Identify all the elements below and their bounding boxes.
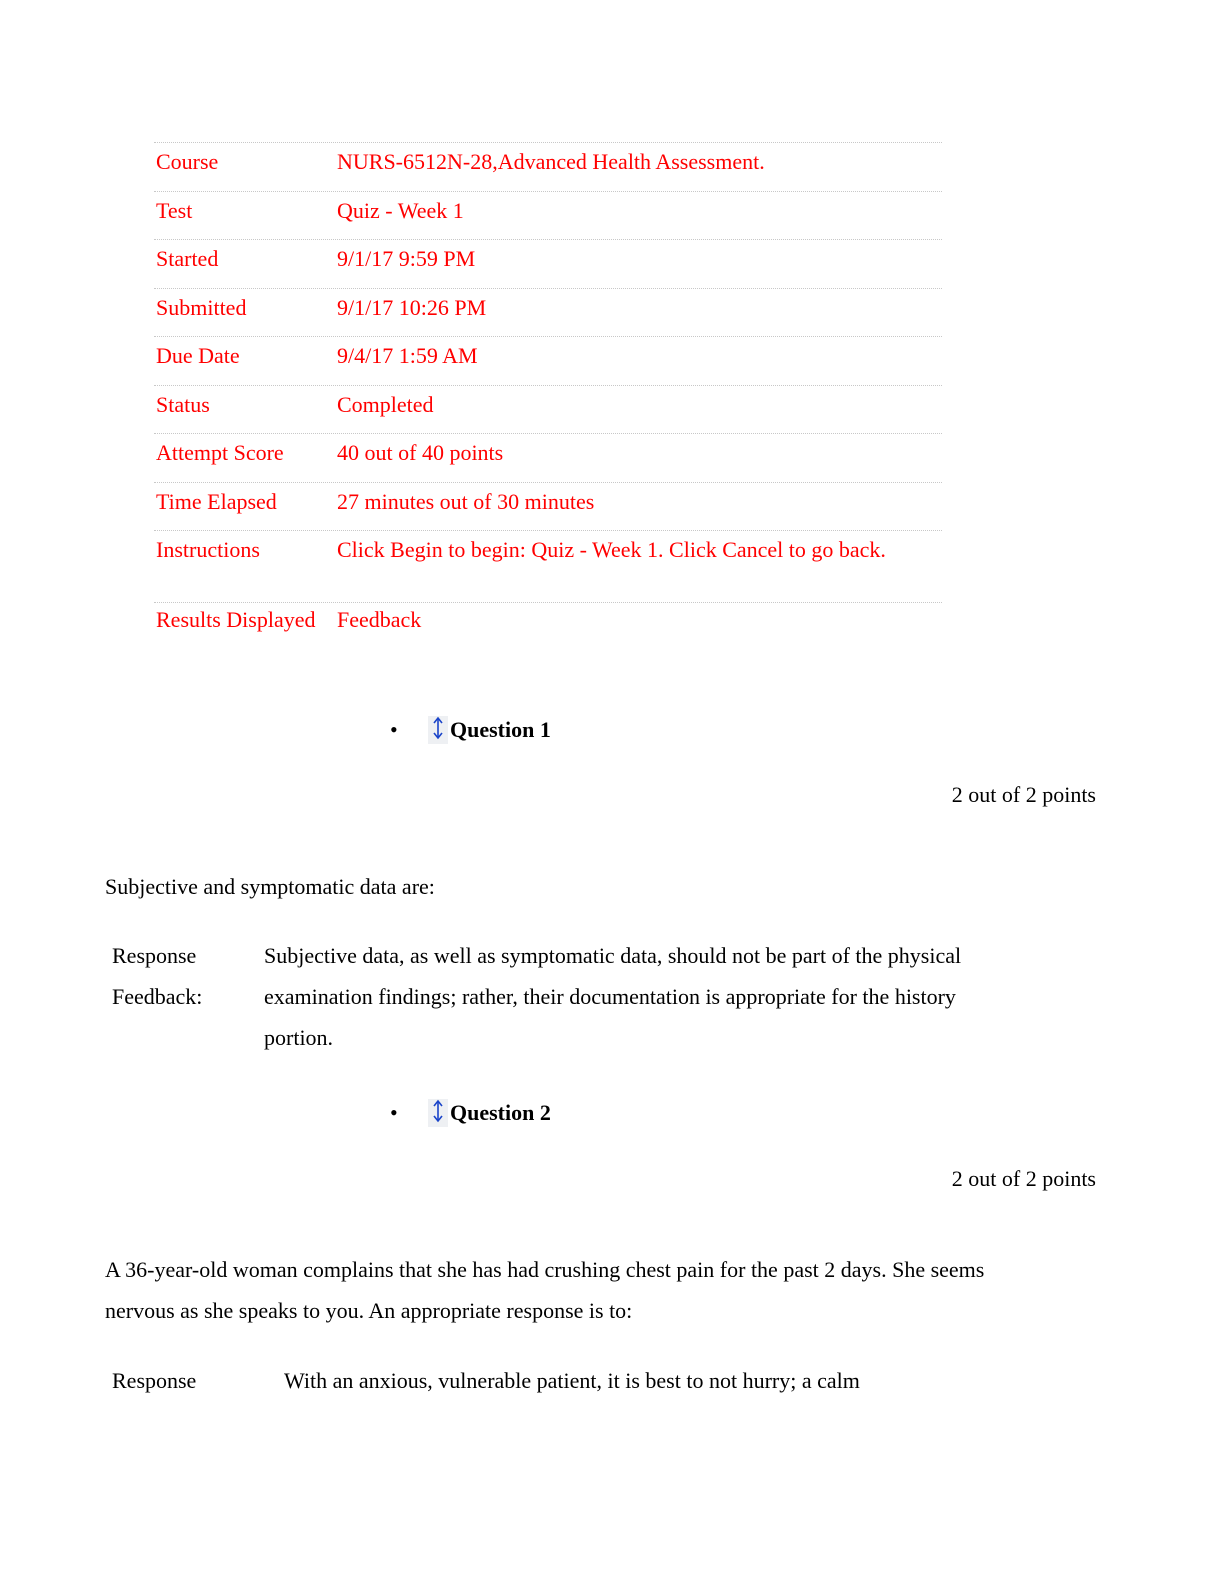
attempt-summary-table <box>154 142 942 632</box>
question-1-feedback-label: Response Feedback: <box>112 943 203 1009</box>
summary-row-test <box>154 191 942 240</box>
question-2-feedback-label: Response <box>112 1368 197 1393</box>
summary-value: Quiz - Week 1 <box>337 197 464 223</box>
summary-value: 9/1/17 10:26 PM <box>337 294 487 320</box>
summary-value: 9/1/17 9:59 PM <box>337 246 476 271</box>
question-1-feedback-text: Subjective data, as well as symptomatic data, should not be part of the physical examination findings; rather, their documentation is appropriate for the history portion. <box>264 943 962 1050</box>
question-2-feedback-text: With an anxious, vulnerable patient, it is best to not hurry; a calm <box>284 1368 860 1393</box>
summary-value: 9/4/17 1:59 AM <box>337 343 478 368</box>
summary-value: 27 minutes out of 30 minutes <box>337 488 595 514</box>
summary-row-submitted <box>154 288 942 337</box>
summary-label: Time Elapsed <box>156 488 277 514</box>
question-1-text: Subjective and symptomatic data are: <box>105 874 435 899</box>
summary-value: 40 out of 40 points <box>337 440 504 465</box>
summary-label: Due Date <box>156 343 240 368</box>
summary-row-results-displayed <box>154 602 942 642</box>
summary-row-started <box>154 239 942 288</box>
summary-value: NURS-6512N-28,Advanced Health Assessment. <box>337 149 765 174</box>
summary-label: Instructions <box>156 537 260 562</box>
summary-label: Course <box>156 149 219 174</box>
list-bullet: • <box>390 717 398 742</box>
summary-value: Click Begin to begin: Quiz - Week 1. Click Cancel to go back. <box>337 537 886 562</box>
question-2-points: 2 out of 2 points <box>951 1166 1096 1191</box>
question-1-points: 2 out of 2 points <box>951 782 1096 807</box>
summary-value: Feedback <box>337 607 422 632</box>
summary-label: Started <box>156 246 219 271</box>
summary-row-status <box>154 385 942 434</box>
move-vertical-icon[interactable] <box>428 1099 448 1127</box>
list-bullet: • <box>390 1100 398 1125</box>
question-title: Question 1 <box>450 717 551 742</box>
move-vertical-icon[interactable] <box>428 716 448 744</box>
summary-label: Submitted <box>156 294 247 320</box>
question-title: Question 2 <box>450 1100 551 1125</box>
summary-label: Attempt Score <box>156 440 284 465</box>
summary-row-instructions <box>154 530 942 579</box>
question-2-heading <box>390 1099 551 1127</box>
question-2-text: A 36-year-old woman complains that she has had crushing chest pain for the past 2 days. She seems nervous as she speaks to you. An appropriate response is to: <box>105 1257 985 1323</box>
summary-row-course <box>154 142 942 191</box>
question-1-heading <box>390 716 551 744</box>
summary-row-due-date <box>154 336 942 385</box>
summary-label: Test <box>156 197 193 223</box>
summary-label: Results Displayed <box>156 607 316 632</box>
summary-row-time-elapsed <box>154 482 942 531</box>
summary-row-attempt-score <box>154 433 942 482</box>
summary-value: Completed <box>337 391 434 417</box>
summary-label: Status <box>156 391 210 417</box>
